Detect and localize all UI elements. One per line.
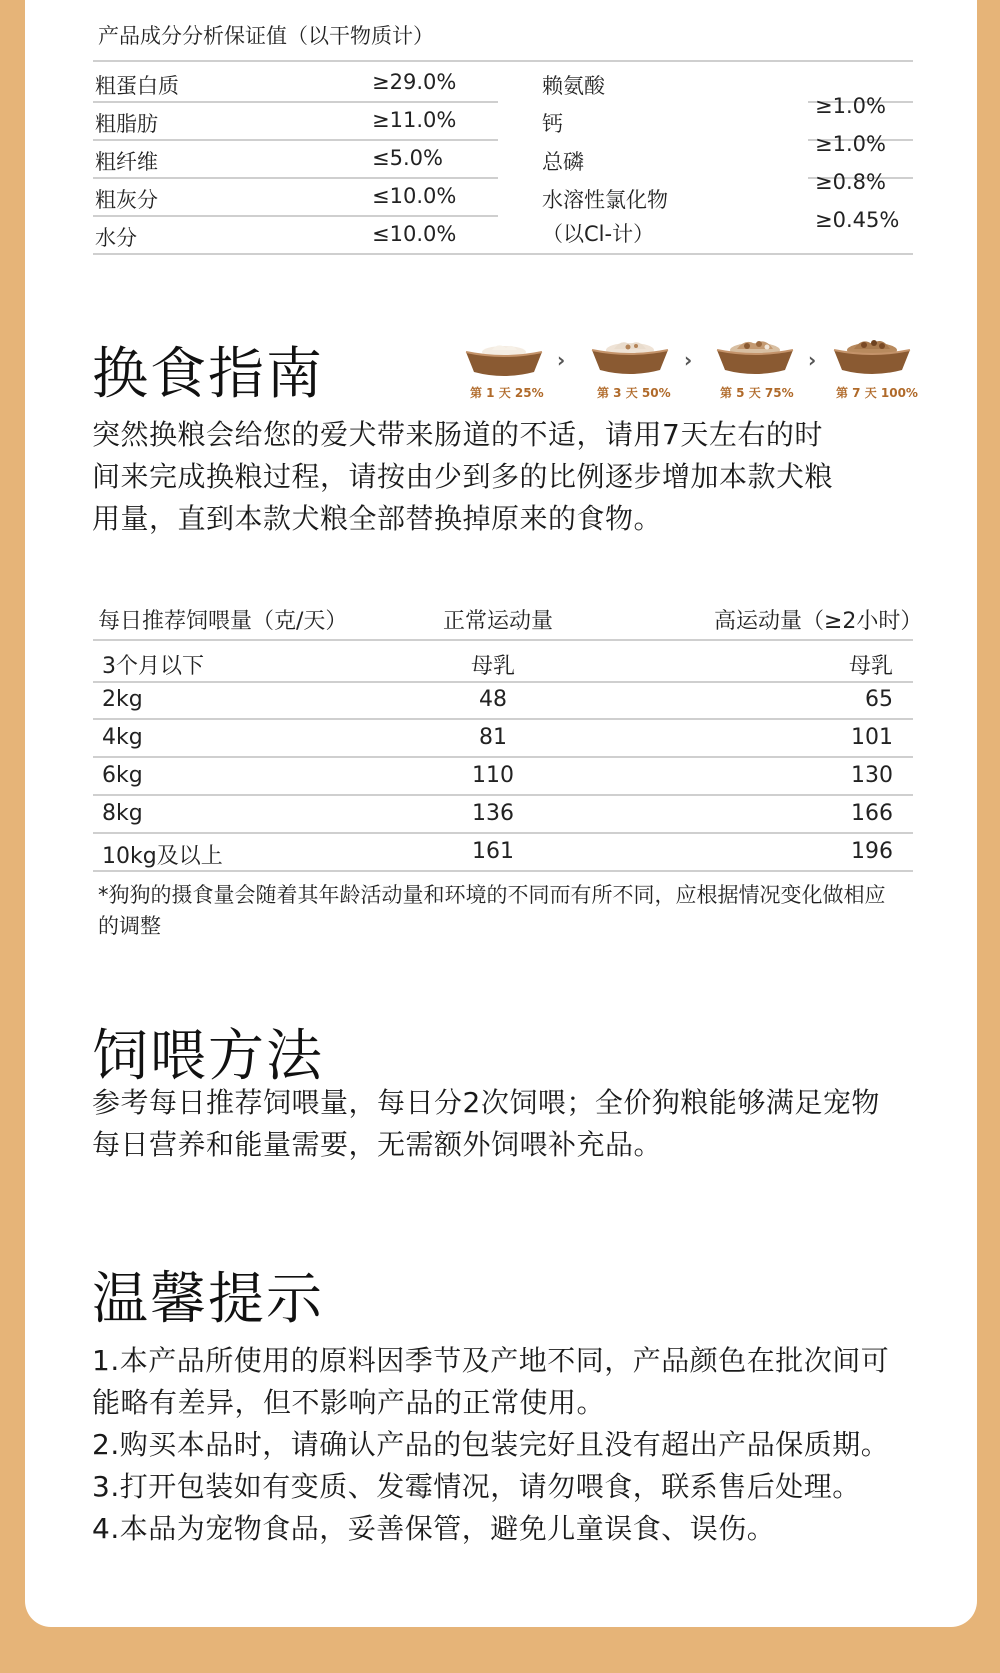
section-title-transition: 换食指南 <box>92 342 324 407</box>
food-bowl-icon <box>713 332 797 380</box>
table-header: 正常运动量 <box>443 609 554 634</box>
nutrition-title: 产品成分分析保证值（以干物质计） <box>98 24 434 48</box>
table-cell-weight: 8kg <box>102 801 143 826</box>
paragraph-line: 用量，直到本款犬粮全部替换掉原来的食物。 <box>92 502 663 535</box>
food-bowl-icon <box>462 334 546 382</box>
table-cell-high: 196 <box>851 839 893 864</box>
table-cell-weight: 10kg及以上 <box>102 844 223 869</box>
table-cell-normal: 81 <box>479 725 507 750</box>
nutrient-value: ≥11.0% <box>372 108 457 132</box>
nutrient-name: 赖氨酸 <box>542 74 605 98</box>
table-cell-normal: 母乳 <box>470 654 515 679</box>
tips-list <box>92 1340 932 1550</box>
table-cell-normal: 48 <box>479 687 507 712</box>
paragraph-line: 参考每日推荐饲喂量，每日分2次饲喂；全价狗粮能够满足宠物 <box>92 1086 880 1119</box>
table-cell-high: 65 <box>865 687 893 712</box>
divider <box>93 215 498 217</box>
divider <box>93 832 913 834</box>
divider <box>93 681 913 683</box>
divider <box>93 253 913 255</box>
step-label: 第 1 天 25% <box>470 386 544 400</box>
nutrient-name: 粗脂肪 <box>95 112 158 136</box>
food-bowl-icon <box>588 332 672 380</box>
feeding-note <box>98 880 918 942</box>
note-line: *狗狗的摄食量会随着其年龄活动量和环境的不同而有所不同，应根据情况变化做相应 <box>98 883 886 907</box>
divider <box>93 718 913 720</box>
method-paragraph <box>92 1082 922 1166</box>
nutrient-value: ≥0.8% <box>815 170 886 194</box>
nutrient-value: ≤10.0% <box>372 184 457 208</box>
nutrient-name: 水分 <box>95 226 137 250</box>
nutrient-name: 粗蛋白质 <box>95 74 179 98</box>
table-cell-normal: 110 <box>472 763 514 788</box>
table-header: 高运动量（≥2小时） <box>714 609 923 634</box>
chevron-right-icon: › <box>557 348 566 372</box>
nutrient-name: （以Cl-计） <box>542 222 655 246</box>
paragraph-line: 突然换粮会给您的爱犬带来肠道的不适，请用7天左右的时 <box>92 418 823 451</box>
step-label: 第 3 天 50% <box>597 386 671 400</box>
nutrient-name: 水溶性氯化物 <box>542 188 668 212</box>
table-cell-normal: 161 <box>472 839 514 864</box>
divider <box>93 756 913 758</box>
chevron-right-icon: › <box>684 348 693 372</box>
divider <box>93 794 913 796</box>
divider <box>93 101 498 103</box>
table-cell-weight: 3个月以下 <box>102 654 204 679</box>
nutrient-value: ≥1.0% <box>815 132 886 156</box>
paragraph-line: 每日营养和能量需要，无需额外饲喂补充品。 <box>92 1128 663 1161</box>
nutrient-value: ≤10.0% <box>372 222 457 246</box>
transition-paragraph <box>92 414 922 540</box>
table-cell-weight: 6kg <box>102 763 143 788</box>
tip-line: 4.本品为宠物食品，妥善保管，避免儿童误食、误伤。 <box>92 1512 776 1545</box>
chevron-right-icon: › <box>808 348 817 372</box>
nutrient-name: 粗纤维 <box>95 150 158 174</box>
nutrient-name: 钙 <box>542 112 563 136</box>
tip-line: 能略有差异，但不影响产品的正常使用。 <box>92 1386 606 1419</box>
divider <box>93 639 913 641</box>
table-cell-high: 130 <box>851 763 893 788</box>
section-title-tips: 温馨提示 <box>92 1267 324 1332</box>
table-cell-high: 101 <box>851 725 893 750</box>
tip-line: 1.本产品所使用的原料因季节及产地不同，产品颜色在批次间可 <box>92 1344 890 1377</box>
divider <box>93 139 498 141</box>
tip-line: 3.打开包装如有变质、发霉情况，请勿喂食，联系售后处理。 <box>92 1470 861 1503</box>
table-cell-high: 166 <box>851 801 893 826</box>
table-cell-weight: 2kg <box>102 687 143 712</box>
food-bowl-icon <box>830 332 914 380</box>
nutrient-value: ≤5.0% <box>372 146 443 170</box>
nutrient-name: 粗灰分 <box>95 188 158 212</box>
step-label: 第 7 天 100% <box>836 386 918 400</box>
note-line: 的调整 <box>98 914 161 938</box>
table-cell-high: 母乳 <box>848 654 893 679</box>
nutrient-value: ≥0.45% <box>815 208 900 232</box>
divider <box>93 177 498 179</box>
divider <box>93 60 913 62</box>
table-cell-weight: 4kg <box>102 725 143 750</box>
nutrient-value: ≥29.0% <box>372 70 457 94</box>
nutrient-value: ≥1.0% <box>815 94 886 118</box>
table-header: 每日推荐饲喂量（克/天） <box>98 609 348 634</box>
step-label: 第 5 天 75% <box>720 386 794 400</box>
table-cell-normal: 136 <box>472 801 514 826</box>
tip-line: 2.购买本品时，请确认产品的包装完好且没有超出产品保质期。 <box>92 1428 890 1461</box>
paragraph-line: 间来完成换粮过程，请按由少到多的比例逐步增加本款犬粮 <box>92 460 834 493</box>
divider <box>93 870 913 872</box>
section-title-method: 饲喂方法 <box>92 1024 324 1089</box>
nutrient-name: 总磷 <box>542 150 584 174</box>
